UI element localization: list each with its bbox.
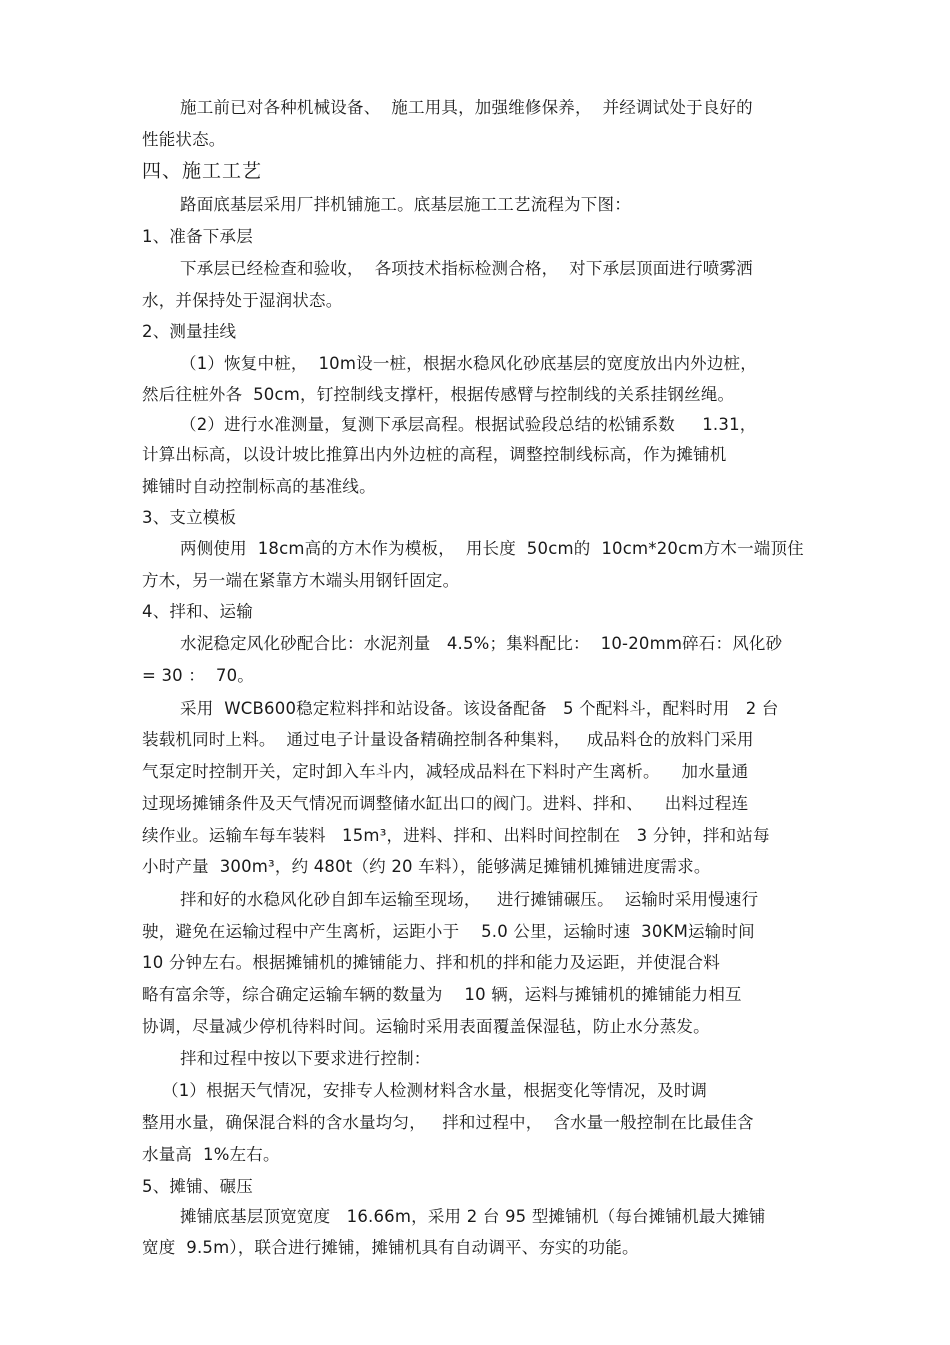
text-line: 宽度 9.5m），联合进行摊铺，摊铺机具有自动调平、夯实的功能。 bbox=[142, 1238, 639, 1257]
text-line: 小时产量 300m³，约 480t（约 20 车料），能够满足摊铺机摊铺进度需求。 bbox=[142, 857, 711, 876]
text-line: 装载机同时上料。 通过电子计量设备精确控制各种集料， 成品料仓的放料门采用 bbox=[142, 730, 754, 749]
text-line: （1）根据天气情况，安排专人检测材料含水量，根据变化等情况，及时调 bbox=[162, 1081, 708, 1100]
text-line: 计算出标高，以设计坡比推算出内外边桩的高程，调整控制线标高，作为摊铺机 bbox=[142, 445, 727, 464]
text-line: 方木，另一端在紧靠方木端头用钢钎固定。 bbox=[142, 571, 460, 590]
text-line: 拌和过程中按以下要求进行控制： bbox=[180, 1049, 431, 1068]
text-line: 水，并保持处于湿润状态。 bbox=[142, 291, 343, 310]
text-line: 采用 WCB600稳定粒料拌和站设备。该设备配备 5 个配料斗，配料时用 2 台 bbox=[180, 699, 779, 718]
text-line: 整用水量，确保混合料的含水量均匀， 拌和过程中， 含水量一般控制在比最佳含 bbox=[142, 1113, 754, 1132]
text-line: 摊铺时自动控制标高的基准线。 bbox=[142, 477, 376, 496]
text-line: （2）进行水准测量，复测下承层高程。根据试验段总结的松铺系数 1.31， bbox=[180, 415, 757, 434]
text-line: 摊铺底基层顶宽宽度 16.66m，采用 2 台 95 型摊铺机（每台摊铺机最大摊铺 bbox=[180, 1207, 766, 1226]
subsection-heading: 2、测量挂线 bbox=[142, 322, 237, 341]
text-line: 略有富余等，综合确定运输车辆的数量为 10 辆，运料与摊铺机的摊铺能力相互 bbox=[142, 985, 742, 1004]
text-line: 10 分钟左右。根据摊铺机的摊铺能力、拌和机的拌和能力及运距，并使混合料 bbox=[142, 953, 720, 972]
text-line: 续作业。运输车每车装料 15m³，进料、拌和、出料时间控制在 3 分钟，拌和站每 bbox=[142, 826, 770, 845]
subsection-heading: 5、摊铺、碾压 bbox=[142, 1177, 253, 1196]
text-line: 路面底基层采用厂拌机铺施工。底基层施工工艺流程为下图： bbox=[180, 195, 631, 214]
text-line: （1）恢复中桩， 10m设一桩，根据水稳风化砂底基层的宽度放出内外边桩， bbox=[180, 354, 757, 373]
text-line: 过现场摊铺条件及天气情况而调整储水缸出口的阀门。进料、拌和、 出料过程连 bbox=[142, 794, 749, 813]
text-line: = 30 ： 70。 bbox=[142, 666, 254, 685]
subsection-heading: 3、支立模板 bbox=[142, 508, 237, 527]
text-line: 下承层已经检查和验收， 各项技术指标检测合格， 对下承层顶面进行喷雾洒 bbox=[180, 259, 753, 278]
text-line: 协调，尽量减少停机待料时间。运输时采用表面覆盖保湿毡，防止水分蒸发。 bbox=[142, 1017, 710, 1036]
text-line: 施工前已对各种机械设备、 施工用具，加强维修保养， 并经调试处于良好的 bbox=[180, 98, 753, 117]
text-line: 水量高 1%左右。 bbox=[142, 1145, 280, 1164]
subsection-heading: 1、准备下承层 bbox=[142, 227, 253, 246]
section-heading: 四、施工工艺 bbox=[142, 160, 263, 182]
text-line: 性能状态。 bbox=[142, 130, 226, 149]
text-line: 拌和好的水稳风化砂自卸车运输至现场， 进行摊铺碾压。 运输时采用慢速行 bbox=[180, 890, 759, 909]
text-line: 两侧使用 18cm高的方木作为模板， 用长度 50cm的 10cm*20cm方木一端顶住 bbox=[180, 539, 804, 558]
text-line: 然后往桩外各 50cm，钉控制线支撑杆，根据传感臂与控制线的关系挂钢丝绳。 bbox=[142, 385, 735, 404]
text-line: 驶，避免在运输过程中产生离析，运距小于 5.0 公里，运输时速 30KM运输时间 bbox=[142, 922, 755, 941]
subsection-heading: 4、拌和、运输 bbox=[142, 602, 253, 621]
text-line: 水泥稳定风化砂配合比：水泥剂量 4.5%；集料配比： 10-20mm碎石：风化砂 bbox=[180, 634, 783, 653]
text-line: 气泵定时控制开关，定时卸入车斗内，减轻成品料在下料时产生离析。 加水量通 bbox=[142, 762, 749, 781]
